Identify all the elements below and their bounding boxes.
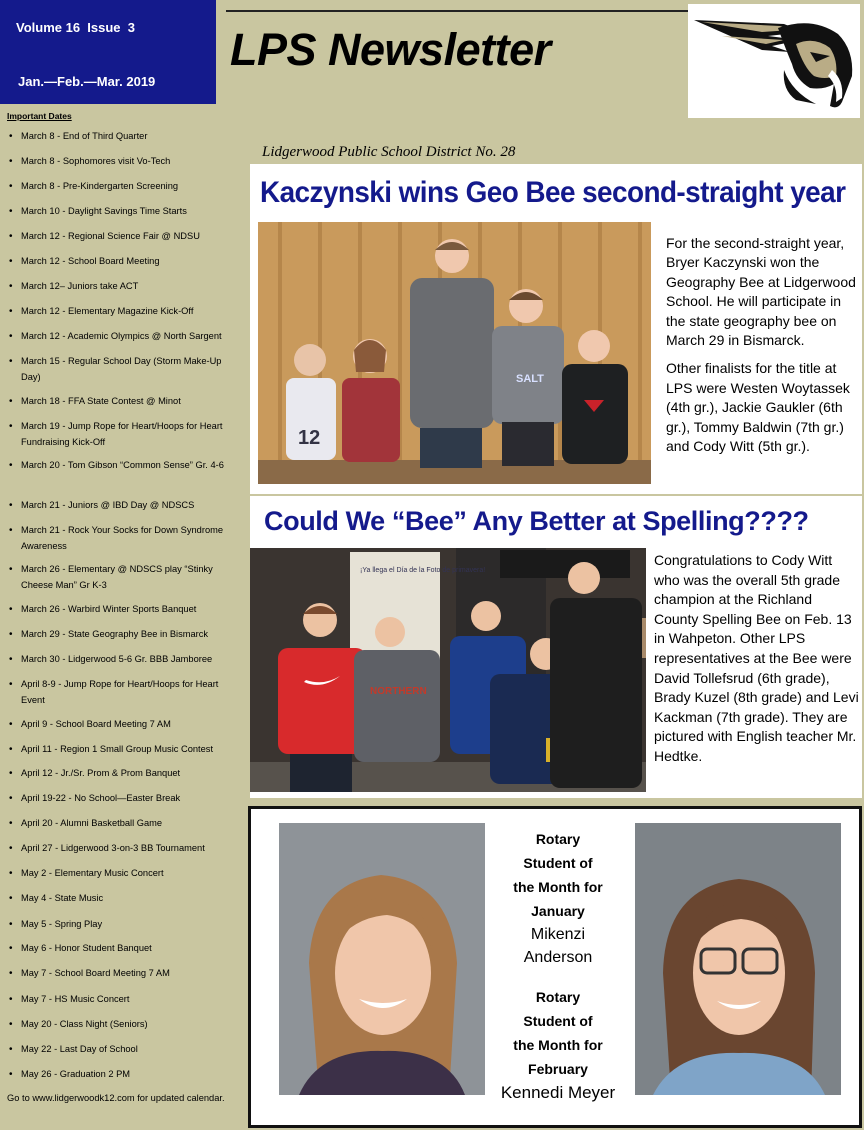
geo-bee-paragraph-1: For the second-straight year, Bryer Kaczynski won the Geography Bee at Lidgerwood School. He will participate in the state geography bee on March 29 in Bismarck. [666, 235, 856, 349]
list-item: • March 8 - Sophomores visit Vo-Tech [8, 154, 240, 170]
list-item: • May 6 - Honor Student Banquet [8, 941, 240, 957]
january-student-name: Mikenzi [530, 926, 586, 943]
list-item: • March 18 - FFA State Contest @ Minot [8, 394, 240, 410]
list-item: • May 26 - Graduation 2 PM [8, 1067, 240, 1083]
february-label-line: Rotary [535, 989, 581, 1005]
list-item: • April 9 - School Board Meeting 7 AM [8, 717, 240, 733]
student-of-month-box [248, 806, 862, 1128]
january-label-line: January [531, 903, 585, 919]
spelling-bee-article [250, 496, 862, 798]
list-item: • April 11 - Region 1 Small Group Music Contest [8, 742, 240, 758]
february-label-line: Student of [523, 1013, 593, 1029]
header-rule [226, 10, 688, 12]
list-item: • May 2 - Elementary Music Concert [8, 866, 240, 882]
geo-bee-article [250, 164, 862, 494]
list-item: • March 12 - Academic Olympics @ North Sargent [8, 329, 240, 345]
geo-bee-paragraph-2: Other finalists for the title at LPS were Westen Woytassek (4th gr.), Jackie Gaukler (6th gr.), Tommy Baldwin (7th gr.) and Cody Witt (5th gr.). [666, 360, 850, 455]
list-item: • May 7 - HS Music Concert [8, 992, 240, 1008]
important-dates-heading: Important Dates [7, 111, 72, 121]
january-label-line: the Month for [513, 879, 603, 895]
sign-text: ¡Ya llega el Día de la Foto de primavera! [360, 567, 486, 574]
spelling-bee-body: Congratulations to Cody Witt who was the overall 5th grade champion at the Richland County Spelling Bee on Feb. 13 in Wahpeton. Other LPS representatives at the Bee were David Tollefsrud (6th grade), Brady Kuzel (8th grade) and Levi Kackman (7th grade). They are pictured with English teacher Mr. Hedtke. [654, 552, 859, 764]
list-item: • March 26 - Warbird Winter Sports Banquet [8, 602, 240, 618]
january-label-line: Rotary [535, 831, 581, 847]
volume-box [0, 0, 216, 104]
list-item: • March 20 - Tom Gibson “Common Sense” Gr. 4-6 [8, 458, 240, 474]
district-name: Lidgerwood Public School District No. 28 [262, 144, 516, 160]
geo-bee-body [666, 234, 860, 465]
list-item: • March 10 - Daylight Savings Time Starts [8, 204, 240, 220]
january-caption [483, 827, 633, 969]
svg-text:NORTHERN: NORTHERN [370, 686, 427, 697]
spelling-bee-photo-graphic [250, 548, 646, 792]
calendar-footer-note: Go to www.lidgerwoodk12.com for updated calendar. [7, 1093, 225, 1103]
list-item: • March 8 - Pre-Kindergarten Screening [8, 179, 240, 195]
svg-text:¡Ya llega el Día de la Foto de [360, 567, 485, 574]
list-item: • May 22 - Last Day of School [8, 1042, 240, 1058]
january-label-line: Student of [523, 855, 593, 871]
list-item: • April 19-22 - No School—Easter Break [8, 791, 240, 807]
svg-text:12: 12 [298, 427, 321, 449]
list-item: • March 12 - Elementary Magazine Kick-Off [8, 304, 240, 320]
list-item: • April 27 - Lidgerwood 3-on-3 BB Tournament [8, 841, 240, 857]
list-item: • May 5 - Spring Play [8, 917, 240, 933]
list-item: • April 12 - Jr./Sr. Prom & Prom Banquet [8, 766, 240, 782]
portrait-february [635, 823, 841, 1095]
february-label-line: February [528, 1061, 588, 1077]
list-item: • March 19 - Jump Rope for Heart/Hoops for Heart Fundraising Kick-Off [8, 419, 240, 450]
important-dates-sidebar [0, 104, 248, 1130]
geo-bee-headline: Kaczynski wins Geo Bee second-straight year [260, 176, 846, 209]
geo-bee-photo [258, 222, 651, 484]
eagle-head-icon [692, 10, 856, 114]
list-item: • March 26 - Elementary @ NDSCS play “Stinky Cheese Man” Gr K-3 [8, 562, 240, 593]
list-item: • March 21 - Juniors @ IBD Day @ NDSCS [8, 498, 240, 514]
january-student-name: Anderson [523, 949, 593, 966]
list-item: • April 8-9 - Jump Rope for Heart/Hoops for Heart Event [8, 677, 240, 708]
warbird-logo [688, 4, 860, 118]
list-item: • March 12 - School Board Meeting [8, 254, 240, 270]
list-item: • May 7 - School Board Meeting 7 AM [8, 966, 240, 982]
volume-issue: Volume 16 Issue 3 [16, 20, 135, 35]
list-item: • May 20 - Class Night (Seniors) [8, 1017, 240, 1033]
svg-text:SALT: SALT [516, 373, 544, 385]
list-item: • May 4 - State Music [8, 891, 240, 907]
list-item: • March 15 - Regular School Day (Storm Make-Up Day) [8, 354, 240, 385]
portrait-january-graphic [279, 823, 485, 1095]
february-student-name: Kennedi Meyer [500, 1083, 616, 1102]
list-item: • March 29 - State Geography Bee in Bismarck [8, 627, 240, 643]
issue-date-range: Jan.—Feb.—Mar. 2019 [18, 74, 156, 89]
spelling-bee-photo [250, 548, 646, 792]
list-item: • April 20 - Alumni Basketball Game [8, 816, 240, 832]
newsletter-title: LPS Newsletter [230, 24, 551, 75]
list-item: • March 12 - Regional Science Fair @ NDSU [8, 229, 240, 245]
portrait-january [279, 823, 485, 1095]
list-item: • March 21 - Rock Your Socks for Down Syndrome Awareness [8, 523, 240, 554]
spelling-bee-headline: Could We “Bee” Any Better at Spelling???? [264, 506, 809, 536]
geo-bee-photo-graphic [258, 222, 651, 484]
portrait-february-graphic [635, 823, 841, 1095]
february-label-line: the Month for [513, 1037, 603, 1053]
list-item: • March 30 - Lidgerwood 5-6 Gr. BBB Jamboree [8, 652, 240, 668]
list-item: • March 12– Juniors take ACT [8, 279, 240, 295]
february-caption [483, 985, 633, 1104]
list-item: • March 8 - End of Third Quarter [8, 129, 240, 145]
